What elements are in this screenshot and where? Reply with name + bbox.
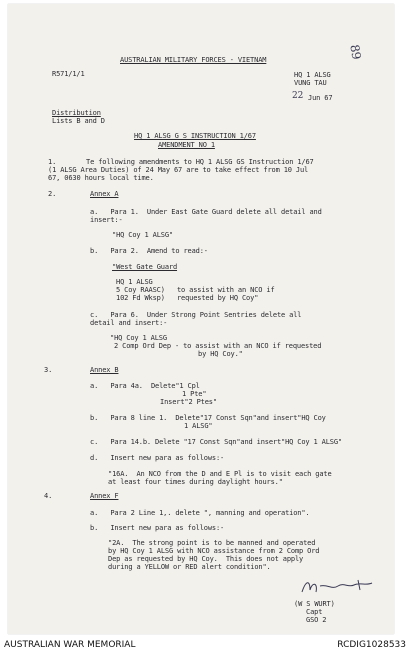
distribution-lists: Lists B and D	[52, 117, 105, 125]
para-2c-line-2: detail and insert:-	[90, 319, 168, 327]
para-4b-line: b. Insert new para as follows:-	[90, 524, 225, 532]
west-gate-wksp: 102 Fd Wksp) requested by HQ Coy"	[116, 294, 259, 302]
para-4b-quote-2: by HQ Coy 1 ALSG with NCO assistance from 2 Comp Ord	[108, 547, 320, 555]
para-4-annex: Annex F	[90, 492, 119, 500]
para-3a-line-2: 1 Pte"	[182, 390, 207, 398]
para-4b-quote-1: "2A. The strong point is to be manned and operated	[108, 539, 316, 547]
date-day-handwritten: 22	[292, 91, 304, 101]
para-4b-quote-4: during a YELLOW or RED alert condition".	[108, 563, 271, 571]
para-1-line-1: Te following amendments to HQ 1 ALSG GS Instruction 1/67	[86, 158, 314, 166]
para-3d-line: d. Insert new para as follows:-	[90, 454, 225, 462]
para-2c-quote-2: 2 Comp Ord Dep - to assist with an NCO if requested	[114, 342, 322, 350]
para-1-line-3: 67, 0630 hours local time.	[48, 174, 154, 182]
para-4a-line: a. Para 2 Line 1,. delete ", manning and operation".	[90, 509, 310, 517]
west-gate-hq: HQ 1 ALSG	[116, 278, 153, 286]
handwritten-signature	[298, 576, 378, 598]
org-title: AUSTRALIAN MILITARY FORCES - VIETNAM	[120, 56, 267, 64]
hq-line-1: HQ 1 ALSG	[294, 71, 331, 79]
para-2c-quote-3: by HQ Coy."	[198, 350, 243, 358]
hq-line-2: VUNG TAU	[294, 79, 327, 87]
signatory-name: (W S WURT)	[294, 600, 335, 608]
para-3d-quote-1: "16A. An NCO from the D and E Pl is to visit each gate	[108, 470, 332, 478]
file-reference: R571/1/1	[52, 70, 85, 78]
footer-record-id: RCDIG1028533	[337, 640, 406, 650]
para-2-annex: Annex A	[90, 190, 119, 198]
document-page	[8, 4, 394, 634]
para-3a-line-1: a. Para 4a. Delete"1 Cpl	[90, 382, 200, 390]
amendment-title: AMENDMENT NO 1	[158, 141, 215, 149]
distribution-heading: Distribution	[52, 109, 101, 117]
para-2c-quote-1: "HQ Coy 1 ALSG	[110, 334, 167, 342]
para-3b-line-2: 1 ALSG"	[184, 422, 213, 430]
para-2a-line-2: insert:-	[90, 216, 123, 224]
para-1-line-2: (1 ALSG Area Duties) of 24 May 67 are to take effect from 10 Jul	[48, 166, 309, 174]
para-4b-quote-3: Dep as requested by HQ Coy. This does not apply	[108, 555, 304, 563]
para-3d-quote-2: at least four times during daylight hours."	[108, 478, 283, 486]
para-3b-line-1: b. Para 8 line 1. Delete"17 Const Sqn"and insert"HQ Coy	[90, 414, 326, 422]
signatory-appointment: GSO 2	[306, 616, 327, 624]
signatory-rank: Capt	[306, 608, 323, 616]
para-2a-line-1: a. Para 1. Under East Gate Guard delete all detail and	[90, 208, 322, 216]
para-2b-line: b. Para 2. Amend to read:-	[90, 247, 208, 255]
para-2a-quote: "HQ Coy 1 ALSG"	[112, 231, 173, 239]
instruction-title: HQ 1 ALSG G S INSTRUCTION 1/67	[134, 132, 256, 140]
para-3c-line: c. Para 14.b. Delete "17 Const Sqn"and insert"HQ Coy 1 ALSG"	[90, 438, 342, 446]
para-4-number: 4.	[44, 492, 53, 500]
archive-footer	[0, 637, 410, 654]
para-3-number: 3.	[44, 366, 53, 374]
date-month-year: Jun 67	[308, 94, 333, 102]
para-1-number: 1.	[48, 158, 57, 166]
para-3a-line-3: Insert"2 Ptes"	[160, 398, 217, 406]
west-gate-coy: 5 Coy RAASC) to assist with an NCO if	[116, 286, 275, 294]
handwritten-page-number: 89	[347, 43, 364, 61]
west-gate-guard: "West Gate Guard	[112, 263, 178, 271]
para-2c-line-1: c. Para 6. Under Strong Point Sentries delete all	[90, 311, 302, 319]
para-2-number: 2.	[48, 190, 57, 198]
footer-source: AUSTRALIAN WAR MEMORIAL	[4, 640, 136, 650]
para-3-annex: Annex B	[90, 366, 119, 374]
